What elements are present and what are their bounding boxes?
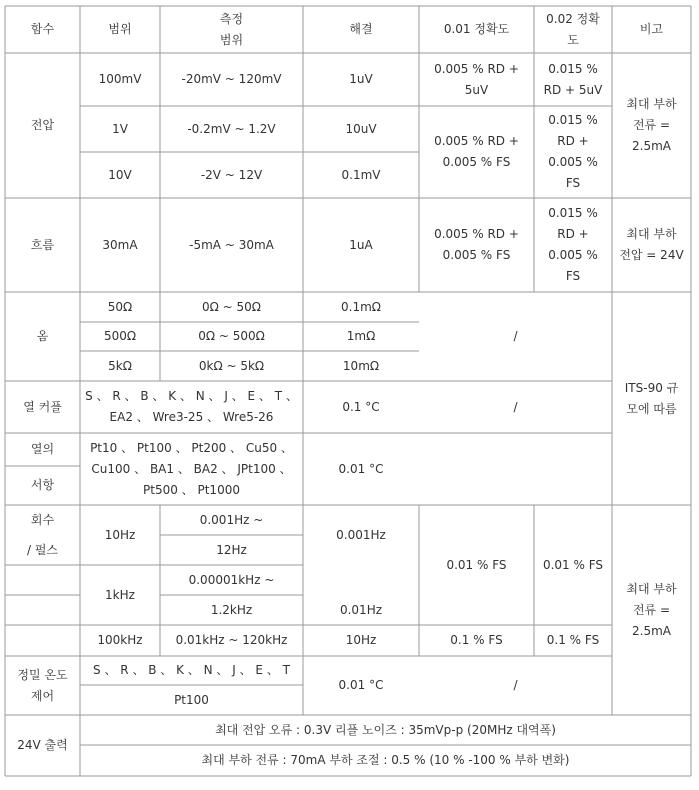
freq-meas-10hz-b: 12Hz [216, 542, 247, 557]
current-acc1: 0.005 % RD + 0.005 % FS [434, 227, 519, 262]
rtd-res: 0.01 °C [338, 461, 384, 476]
current-range: 30mA [102, 237, 138, 252]
voltage-res-100mv: 1uV [349, 72, 373, 86]
freq-res-100khz: 10Hz [345, 633, 377, 647]
header-range: 범위 [108, 22, 132, 36]
its90-remark: ITS-90 규 모에 따름 [624, 380, 679, 416]
rtd-function-line2: 서항 [30, 478, 55, 492]
output24-function: 24V 출력 [17, 738, 68, 752]
ohm-accuracy: / [513, 329, 518, 343]
voltage-range-100mv: 100mV [98, 72, 142, 86]
freq-function-line2: / 펄스 [26, 542, 59, 557]
freq-range-10hz: 10Hz [104, 527, 136, 542]
rtd-function-line1: 열의 [30, 442, 55, 456]
voltage-res-10v: 0.1mV [341, 167, 381, 182]
voltage-function: 전압 [30, 118, 55, 132]
header-remark: 비고 [639, 22, 664, 36]
voltage-meas-100mv: -20mV ~ 120mV [181, 72, 282, 86]
ohm-range-5k: 5kΩ [108, 358, 132, 373]
output24-line1: 최대 전압 오류 : 0.3V 리플 노이즈 : 35mVp-p (20MHz 대역폭) [215, 722, 556, 737]
freq-acc1-100khz: 0.1 % FS [450, 633, 503, 647]
voltage-acc1-shared: 0.005 % RD + 0.005 % FS [434, 134, 519, 169]
ohm-range-500: 500Ω [103, 329, 137, 343]
current-meas: -5mA ~ 30mA [189, 237, 274, 252]
voltage-remark: 최대 부하 전류 = 2.5mA [626, 97, 677, 153]
ohm-range-50: 50Ω [107, 299, 133, 314]
freq-res-10hz: 0.001Hz [336, 527, 386, 542]
header-function: 함수 [30, 22, 55, 36]
freq-acc2: 0.01 % FS [542, 557, 604, 572]
header-accuracy-001: 0.01 정확도 [443, 22, 510, 36]
header-resolution: 해결 [349, 22, 373, 36]
freq-range-1khz: 1kHz [105, 587, 135, 602]
precision-temp-res: 0.01 °C [338, 678, 384, 692]
voltage-meas-1v: -0.2mV ~ 1.2V [187, 121, 276, 136]
precision-temp-accuracy: / [513, 678, 518, 692]
freq-meas-1khz-b: 1.2kHz [210, 602, 253, 617]
header-accuracy-002: 0.02 정확 도 [546, 11, 600, 47]
ohm-res-50: 0.1mΩ [341, 299, 381, 314]
precision-temp-function: 정밀 온도 제어 [17, 667, 68, 703]
current-acc2: 0.015 % RD + 0.005 % FS [548, 206, 598, 283]
voltage-acc2-shared: 0.015 % RD + 0.005 % FS [548, 113, 598, 190]
voltage-res-1v: 10uV [345, 121, 377, 136]
freq-remark: 최대 부하 전류 = 2.5mA [626, 581, 677, 638]
voltage-meas-10v: -2V ~ 12V [200, 167, 263, 182]
header-measure-range: 측정 범위 [219, 11, 244, 47]
precision-temp-types-b: Pt100 [174, 692, 209, 707]
current-remark: 최대 부하 전압 = 24V [619, 227, 684, 262]
freq-meas-10hz-a: 0.001Hz ~ [199, 512, 264, 527]
current-function: 흐름 [30, 237, 55, 252]
thermocouple-types: S 、 R 、 B 、 K 、 N 、 J 、 E 、 T 、 EA2 、 Wre3-25 、 Wre5-26 [85, 389, 298, 424]
thermocouple-accuracy: / [513, 399, 518, 414]
freq-acc1: 0.01 % FS [446, 557, 507, 572]
voltage-acc1-100mv: 0.005 % RD + 5uV [434, 61, 519, 97]
ohm-function: 옴 [36, 329, 49, 343]
thermocouple-res: 0.1 °C [342, 399, 380, 414]
ohm-res-500: 1mΩ [346, 329, 376, 343]
freq-range-100khz: 100kHz [97, 633, 143, 647]
ohm-meas-500: 0Ω ~ 500Ω [198, 329, 265, 343]
current-res: 1uA [349, 237, 373, 252]
precision-temp-types-a: S 、 R 、 B 、 K 、 N 、 J 、 E 、 T [93, 663, 290, 677]
ohm-meas-50: 0Ω ~ 50Ω [202, 299, 261, 314]
voltage-range-10v: 10V [108, 167, 132, 182]
freq-acc2-100khz: 0.1 % FS [546, 633, 600, 647]
freq-meas-100khz: 0.01kHz ~ 120kHz [175, 633, 288, 647]
freq-meas-1khz-a: 0.00001kHz ~ [188, 572, 275, 587]
thermocouple-function: 열 커플 [23, 399, 62, 414]
voltage-acc2-100mv: 0.015 % RD + 5uV [543, 61, 603, 97]
voltage-range-1v: 1V [112, 121, 128, 136]
rtd-types: Pt10 、 Pt100 、 Pt200 、 Cu50 、 Cu100 、 BA1 、 BA2 、 JPt100 、 Pt500 、 Pt1000 [90, 440, 293, 497]
freq-res-1khz: 0.01Hz [339, 602, 383, 617]
output24-line2: 최대 부하 전류 : 70mA 부하 조절 : 0.5 % (10 % -100 % 부하 변화) [201, 753, 570, 767]
ohm-res-5k: 10mΩ [342, 358, 380, 373]
freq-function-line1: 회수 [30, 512, 55, 527]
ohm-meas-5k: 0kΩ ~ 5kΩ [198, 358, 265, 373]
